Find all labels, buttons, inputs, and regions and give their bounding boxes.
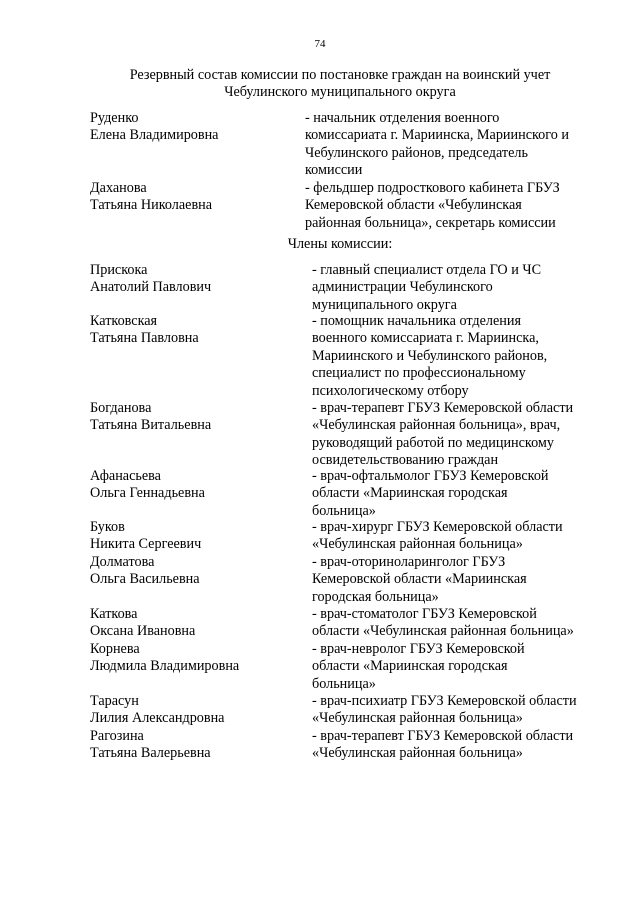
person-given-names: Татьяна Николаевна <box>90 197 213 214</box>
person-role-line: - начальник отделения военного <box>305 110 500 126</box>
person-role-line: - врач-терапевт ГБУЗ Кемеровской области <box>312 400 574 416</box>
person-role <box>312 728 612 763</box>
person-role-line: - фельдшер подросткового кабинета ГБУЗ <box>305 180 560 196</box>
person-role-line: Кемеровской области «Мариинская <box>312 571 527 588</box>
person-given-names: Анатолий Павлович <box>90 279 212 296</box>
person-role <box>305 110 605 180</box>
person-role-line: Чебулинского районов, председатель <box>305 144 528 161</box>
person-name <box>90 180 290 215</box>
person-role-line: «Чебулинская районная больница», врач, <box>312 417 561 434</box>
person-role-line: - главный специалист отдела ГО и ЧС <box>312 262 542 278</box>
person-role-line: - врач-невролог ГБУЗ Кемеровской <box>312 641 525 657</box>
person-surname: Тарасун <box>90 693 139 709</box>
person-role-line: - помощник начальника отделения <box>312 313 521 329</box>
person-given-names: Татьяна Витальевна <box>90 417 212 434</box>
person-role-line: области «Чебулинская районная больница» <box>312 623 574 640</box>
person-surname: Даханова <box>90 180 147 196</box>
person-role <box>312 468 612 520</box>
person-role-line: - врач-психиатр ГБУЗ Кемеровской области <box>312 693 577 709</box>
person-role-line: больница» <box>312 675 376 692</box>
person-surname: Руденко <box>90 110 139 126</box>
person-given-names: Никита Сергеевич <box>90 536 202 553</box>
person-role <box>312 606 612 641</box>
person-name <box>90 110 290 145</box>
person-role <box>312 693 612 728</box>
person-name <box>90 313 290 348</box>
person-surname: Афанасьева <box>90 468 161 484</box>
person-role-line: комиссии <box>305 162 363 179</box>
person-name <box>90 606 290 641</box>
person-given-names: Лилия Александровна <box>90 710 225 727</box>
person-role-line: Мариинского и Чебулинского районов, <box>312 347 548 364</box>
person-surname: Каткова <box>90 606 138 622</box>
person-surname: Катковская <box>90 313 158 329</box>
person-role-line: больница» <box>312 502 376 519</box>
person-given-names: Татьяна Валерьевна <box>90 745 211 762</box>
person-name <box>90 641 290 676</box>
person-surname: Долматова <box>90 554 155 570</box>
person-surname: Рагозина <box>90 728 144 744</box>
person-role-line: специалист по профессиональному <box>312 365 526 382</box>
person-name <box>90 400 290 435</box>
person-role-line: - врач-офтальмолог ГБУЗ Кемеровской <box>312 468 549 484</box>
person-given-names: Ольга Васильевна <box>90 571 200 588</box>
person-role-line: комиссариата г. Мариинска, Мариинского и <box>305 127 569 144</box>
person-role <box>312 262 612 314</box>
person-role-line: «Чебулинская районная больница» <box>312 710 523 727</box>
document-title <box>90 67 590 102</box>
person-name <box>90 554 290 589</box>
person-given-names: Оксана Ивановна <box>90 623 196 640</box>
person-surname: Буков <box>90 519 125 535</box>
person-role-line: области «Мариинская городская <box>312 658 508 675</box>
person-role-line: муниципального округа <box>312 296 457 313</box>
person-role <box>305 180 605 232</box>
person-role-line: психологическому отбору <box>312 382 469 399</box>
person-given-names: Людмила Владимировна <box>90 658 240 675</box>
members-heading: Члены комиссии: <box>287 236 393 252</box>
person-role-line: - врач-оториноларинголог ГБУЗ <box>312 554 506 570</box>
person-name <box>90 262 290 297</box>
document-title-line: Резервный состав комиссии по постановке граждан на воинский учет <box>129 67 551 83</box>
person-name <box>90 519 290 554</box>
person-role <box>312 641 612 693</box>
person-role-line: администрации Чебулинского <box>312 279 493 296</box>
person-role-line: - врач-стоматолог ГБУЗ Кемеровской <box>312 606 537 622</box>
person-name <box>90 693 290 728</box>
person-given-names: Ольга Геннадьевна <box>90 485 205 502</box>
person-role <box>312 313 612 400</box>
page-number: 74 <box>314 38 326 50</box>
person-role <box>312 400 612 470</box>
person-name <box>90 728 290 763</box>
person-role-line: районная больница», секретарь комиссии <box>305 214 556 231</box>
person-given-names: Елена Владимировна <box>90 127 219 144</box>
person-role-line: - врач-терапевт ГБУЗ Кемеровской области <box>312 728 574 744</box>
person-role-line: «Чебулинская районная больница» <box>312 745 523 762</box>
person-role-line: области «Мариинская городская <box>312 485 508 502</box>
document-title-line: Чебулинского муниципального округа <box>224 84 456 101</box>
person-surname: Богданова <box>90 400 152 416</box>
person-role-line: городская больница» <box>312 588 439 605</box>
person-surname: Корнева <box>90 641 140 657</box>
person-given-names: Татьяна Павловна <box>90 330 199 347</box>
person-role <box>312 554 612 606</box>
person-role-line: руководящий работой по медицинскому <box>312 434 554 451</box>
person-role-line: Кемеровской области «Чебулинская <box>305 197 522 214</box>
person-role-line: - врач-хирург ГБУЗ Кемеровской области <box>312 519 563 535</box>
person-role <box>312 519 612 554</box>
person-surname: Прискока <box>90 262 148 278</box>
person-role-line: освидетельствованию граждан <box>312 452 499 469</box>
person-role-line: военного комиссариата г. Мариинска, <box>312 330 539 347</box>
person-role-line: «Чебулинская районная больница» <box>312 536 523 553</box>
person-name <box>90 468 290 503</box>
